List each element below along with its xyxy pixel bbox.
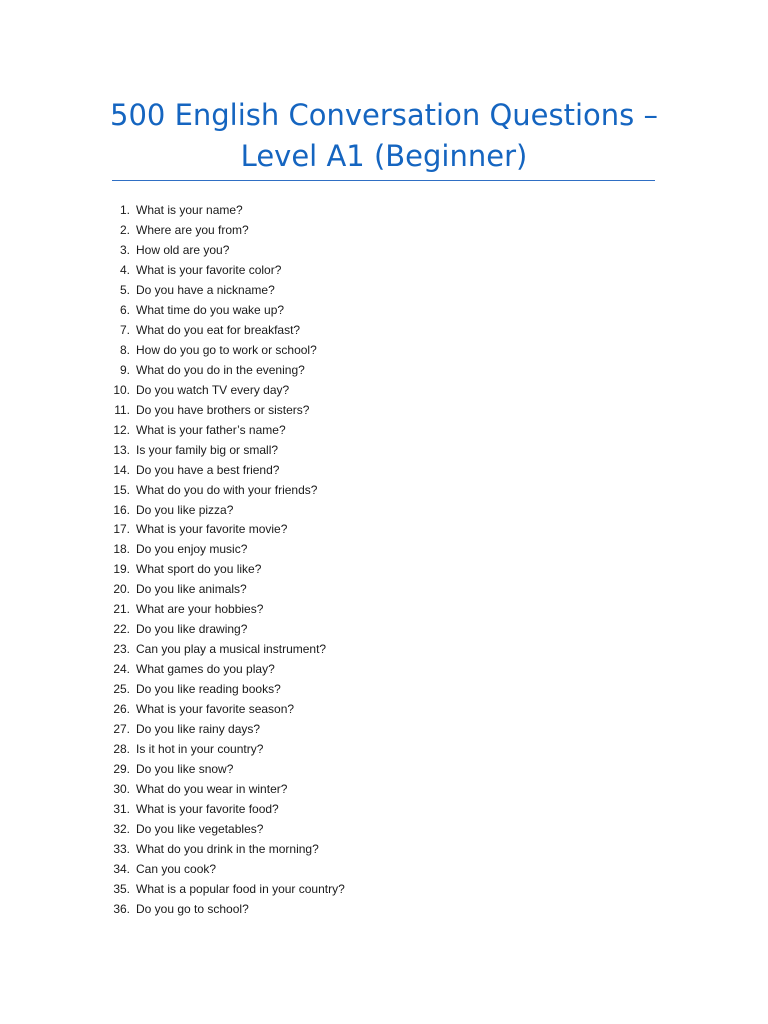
list-item-number: 17. [113,522,130,537]
list-item-number: 15. [113,482,130,497]
list-item-text: Can you play a musical instrument? [136,642,327,657]
list-item [108,480,345,500]
list-item-number: 33. [113,841,130,856]
list-item [108,639,345,659]
list-item-number: 23. [113,642,130,657]
list-item [108,699,345,719]
list-item-number: 13. [113,442,130,457]
list-item-text: Do you like reading books? [136,682,281,697]
list-item-number: 4. [119,262,130,277]
question-list [108,200,345,919]
list-item [108,440,345,460]
list-item-text: Do you like pizza? [136,502,234,517]
list-item-number: 26. [113,702,130,717]
list-item [108,420,345,440]
list-item [108,460,345,480]
list-item-number: 22. [113,622,130,637]
list-item-text: What is a popular food in your country? [136,881,345,896]
list-item-number: 20. [113,582,130,597]
list-item-number: 34. [113,861,130,876]
list-item-number: 7. [119,322,130,337]
list-item-text: Is your family big or small? [136,442,279,457]
list-item-number: 27. [113,722,130,737]
list-item-text: What is your favorite color? [136,262,282,277]
list-item-number: 24. [113,662,130,677]
list-item [108,320,345,340]
list-item-number: 10. [113,382,130,397]
list-item [108,679,345,699]
list-item-number: 6. [119,302,130,317]
list-item-text: What time do you wake up? [136,302,285,317]
list-item [108,559,345,579]
list-item-number: 11. [114,402,130,417]
title-underline [112,180,655,181]
list-item-number: 35. [113,881,130,896]
list-item [108,839,345,859]
list-item-text: What do you wear in winter? [136,782,288,797]
list-item-number: 8. [119,342,130,357]
list-item-number: 19. [113,562,130,577]
document-title [100,95,668,177]
list-item-text: What is your favorite season? [136,702,295,717]
title-line-1: 500 English Conversation Questions – [110,98,658,132]
list-item-text: Do you have a best friend? [136,462,280,477]
list-item-text: Do you like rainy days? [136,722,261,737]
list-item-text: Do you like vegetables? [136,822,264,837]
list-item-number: 31. [113,802,130,817]
list-item-number: 2. [119,222,130,237]
list-item [108,899,345,919]
list-item-text: What is your name? [136,202,243,217]
list-item-text: What do you do with your friends? [136,482,318,497]
list-item [108,300,345,320]
list-item [108,819,345,839]
list-item-text: What is your father’s name? [136,422,286,437]
list-item [108,360,345,380]
list-item [108,799,345,819]
list-item-text: What do you eat for breakfast? [136,322,301,337]
list-item-number: 5. [119,282,130,297]
list-item-text: What do you do in the evening? [136,362,305,377]
list-item [108,659,345,679]
list-item [108,599,345,619]
list-item-text: Do you go to school? [136,901,249,916]
list-item-text: Do you like snow? [136,762,234,777]
list-item-text: What is your favorite food? [136,802,279,817]
list-item-text: Do you have brothers or sisters? [136,402,310,417]
list-item [108,200,345,220]
list-item-number: 14. [113,462,130,477]
list-item-text: Do you enjoy music? [136,542,248,557]
list-item-text: What do you drink in the morning? [136,841,319,856]
title-line-2: Level A1 (Beginner) [240,139,528,173]
list-item-text: What is your favorite movie? [136,522,288,537]
list-item-text: Do you watch TV every day? [136,382,290,397]
list-item [108,500,345,520]
list-item-text: Where are you from? [136,222,249,237]
list-item [108,340,345,360]
list-item-number: 16. [113,502,130,517]
list-item-number: 28. [113,742,130,757]
list-item [108,619,345,639]
list-item [108,240,345,260]
list-item-text: How old are you? [136,242,230,257]
list-item-number: 18. [113,542,130,557]
list-item [108,539,345,559]
list-item [108,879,345,899]
list-item [108,759,345,779]
list-item [108,579,345,599]
list-item-number: 25. [113,682,130,697]
list-item [108,400,345,420]
list-item-number: 9. [119,362,130,377]
list-item [108,380,345,400]
list-item-text: Is it hot in your country? [136,742,264,757]
list-item [108,220,345,240]
list-item-number: 30. [113,782,130,797]
list-item-text: Do you like animals? [136,582,247,597]
list-item-text: What sport do you like? [136,562,262,577]
list-item-number: 29. [113,762,130,777]
list-item-number: 1. [119,202,130,217]
list-item-text: Do you have a nickname? [136,282,275,297]
list-item-number: 12. [113,422,130,437]
list-item-text: What games do you play? [136,662,275,677]
list-item-number: 36. [113,901,130,916]
list-item [108,859,345,879]
list-item-number: 3. [119,242,130,257]
list-item-text: Do you like drawing? [136,622,248,637]
list-item [108,520,345,540]
list-item-text: Can you cook? [136,861,217,876]
list-item-text: What are your hobbies? [136,602,264,617]
list-item-text: How do you go to work or school? [136,342,317,357]
list-item [108,260,345,280]
list-item [108,280,345,300]
list-item [108,719,345,739]
list-item-number: 32. [113,822,130,837]
list-item-number: 21. [113,602,130,617]
list-item [108,779,345,799]
list-item [108,739,345,759]
